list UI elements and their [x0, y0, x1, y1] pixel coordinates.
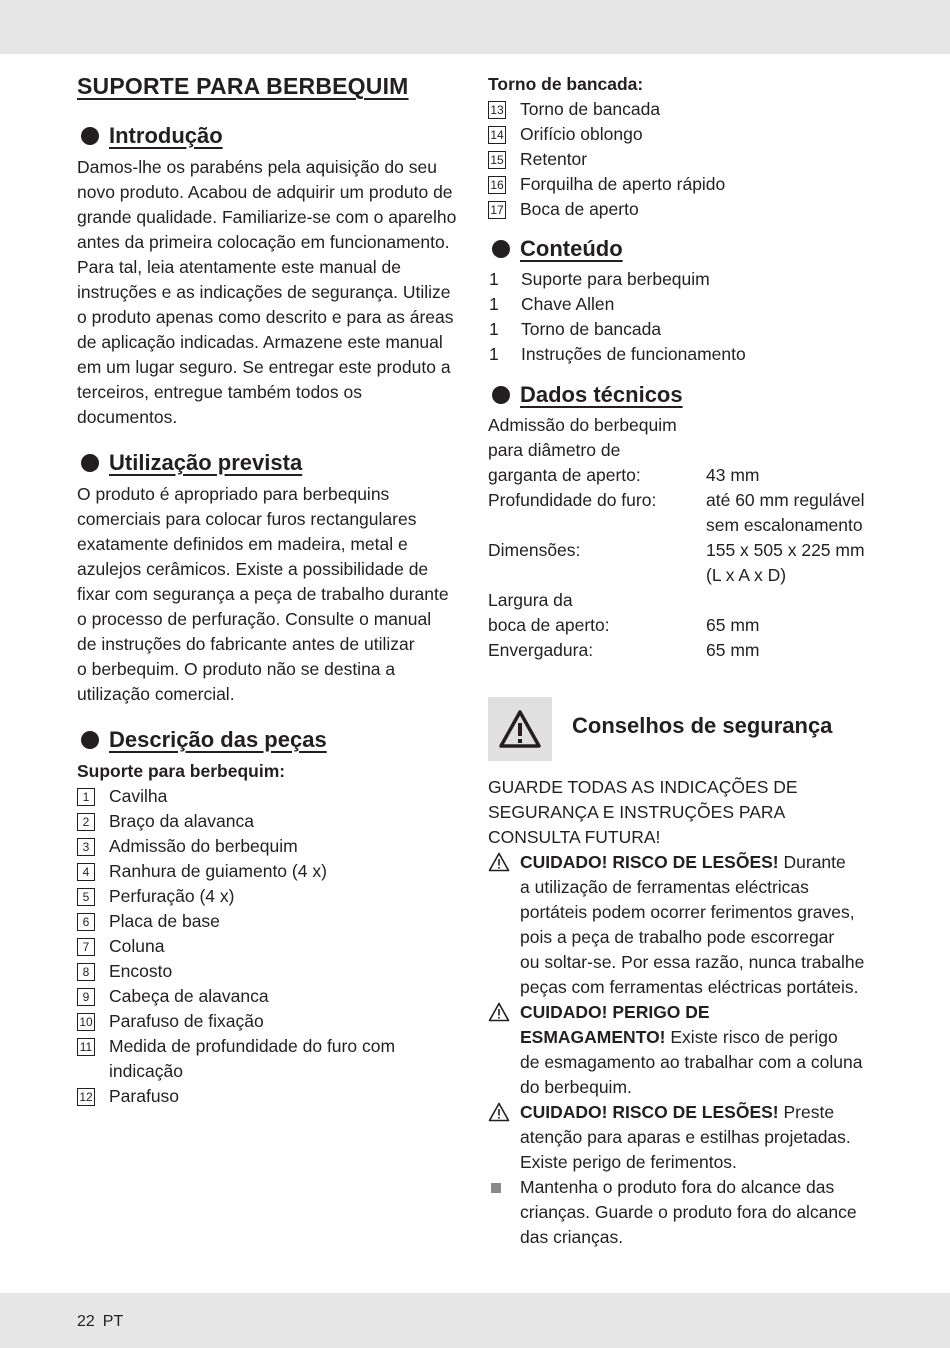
list-item: 4 Ranhura de guiamento (4 x) — [77, 859, 467, 884]
bullet-dot-icon — [81, 454, 99, 472]
list-item: 1 Cavilha — [77, 784, 467, 809]
safety-header — [488, 697, 888, 761]
list-item: 3 Admissão do berbequim — [77, 834, 467, 859]
warning-injury-2: CUIDADO! RISCO DE LESÕES! Preste atenção para aparas e estilhas projetadas. Existe perigo de ferimentos. — [488, 1100, 888, 1175]
list-item: 12 Parafuso — [77, 1084, 467, 1109]
contents-list — [488, 267, 888, 367]
list-item: 1 Chave Allen — [489, 294, 615, 314]
list-item: 15 Retentor — [488, 147, 888, 172]
warning-triangle-icon — [488, 850, 520, 1000]
list-item: 9 Cabeça de alavanca — [77, 984, 467, 1009]
warning-injury-1: CUIDADO! RISCO DE LESÕES! Durante a utilização de ferramentas eléctricas portáteis podem ocorrer ferimentos graves, pois a peça de trabalho pode escorregar ou soltar-se. Por essa razão, nunca trabalhe peças com ferramentas eléctricas portáteis. — [488, 850, 888, 1000]
right-column — [488, 72, 888, 1250]
list-item: 2 Braço da alavanca — [77, 809, 467, 834]
list-item: 17 Boca de aperto — [488, 197, 888, 222]
list-item: 11 Medida de profundidade do furo com indicação — [77, 1034, 467, 1084]
parts-heading: Descrição das peças — [77, 725, 467, 755]
list-item: 1 Torno de bancada — [489, 319, 662, 339]
list-item: 16 Forquilha de aperto rápido — [488, 172, 888, 197]
list-item: 6 Placa de base — [77, 909, 467, 934]
page-title: SUPORTE PARA BERBEQUIM — [77, 73, 409, 99]
language-code: PT — [102, 1313, 124, 1330]
keep-instructions-text: GUARDE TODAS AS INDICAÇÕES DE SEGURANÇA E INSTRUÇÕES PARA CONSULTA FUTURA! — [488, 777, 798, 847]
list-item: 7 Coluna — [77, 934, 467, 959]
contents-heading: Conteúdo — [488, 234, 888, 264]
list-item: 13 Torno de bancada — [488, 97, 888, 122]
warning-triangle-icon — [488, 697, 552, 761]
page-number: 22 — [77, 1313, 95, 1330]
left-column — [77, 72, 467, 1109]
list-item: 14 Orifício oblongo — [488, 122, 888, 147]
vise-subheading: Torno de bancada: — [488, 74, 644, 94]
bullet-dot-icon — [81, 731, 99, 749]
bottom-band — [0, 1293, 950, 1348]
safety-heading: Conselhos de segurança — [572, 712, 833, 738]
parts-subheading: Suporte para berbequim: — [77, 761, 286, 781]
top-band — [0, 0, 950, 54]
list-item: 1 Suporte para berbequim — [489, 269, 710, 289]
bullet-dot-icon — [492, 386, 510, 404]
tech-heading: Dados técnicos — [488, 380, 888, 410]
intro-heading: Introdução — [77, 121, 467, 151]
parts-list — [77, 784, 467, 1109]
square-bullet-icon — [491, 1183, 501, 1193]
tech-table: Admissão do berbequim para diâmetro de garganta de aperto: 43 mm Profundidade do furo: até 60 mm regulável sem escalonamento Dimensões: 155 x 505 x 225 mm (L x A x D) Largura da boca de aperto: 65 mm Envergadura: 65 mm — [488, 415, 865, 660]
warning-triangle-icon — [488, 1100, 520, 1175]
use-heading: Utilização prevista — [77, 448, 467, 478]
bullet-dot-icon — [81, 127, 99, 145]
warning-crushing: CUIDADO! PERIGO DE ESMAGAMENTO! Existe risco de perigo de esmagamento ao trabalhar com a coluna do berbequim. — [488, 1000, 888, 1100]
warning-triangle-icon — [488, 1000, 520, 1100]
intro-text: Damos-lhe os parabéns pela aquisição do seu novo produto. Acabou de adquirir um produto de grande qualidade. Familiarize-se com o aparelho antes da primeira colocação em funcionamento. Para tal, leia atentamente este manual de instruções e as indicações de segurança. Utilize o produto apenas como descrito e para as áreas de aplicação indicadas. Armazene este manual em um lugar seguro. Se entregar este produto a terceiros, entregue também todos os documentos. — [77, 157, 457, 427]
use-text: O produto é apropriado para berbequins comerciais para colocar furos rectangulares exatamente definidos em madeira, metal e azulejos cerâmicos. Existe a possibilidade de fixar com segurança a peça de trabalho durante o processo de perfuração. Consulte o manual de instruções do fabricante antes de utilizar o berbequim. O produto não se destina a utilização comercial. — [77, 484, 449, 704]
children-bullet: Mantenha o produto fora do alcance das crianças. Guarde o produto fora do alcance das crianças. — [488, 1175, 888, 1250]
list-item: 1 Instruções de funcionamento — [489, 344, 746, 364]
list-item: 10 Parafuso de fixação — [77, 1009, 467, 1034]
page-footer — [77, 1309, 131, 1334]
vise-parts-list — [488, 97, 888, 222]
list-item: 8 Encosto — [77, 959, 467, 984]
bullet-dot-icon — [492, 240, 510, 258]
list-item: 5 Perfuração (4 x) — [77, 884, 467, 909]
